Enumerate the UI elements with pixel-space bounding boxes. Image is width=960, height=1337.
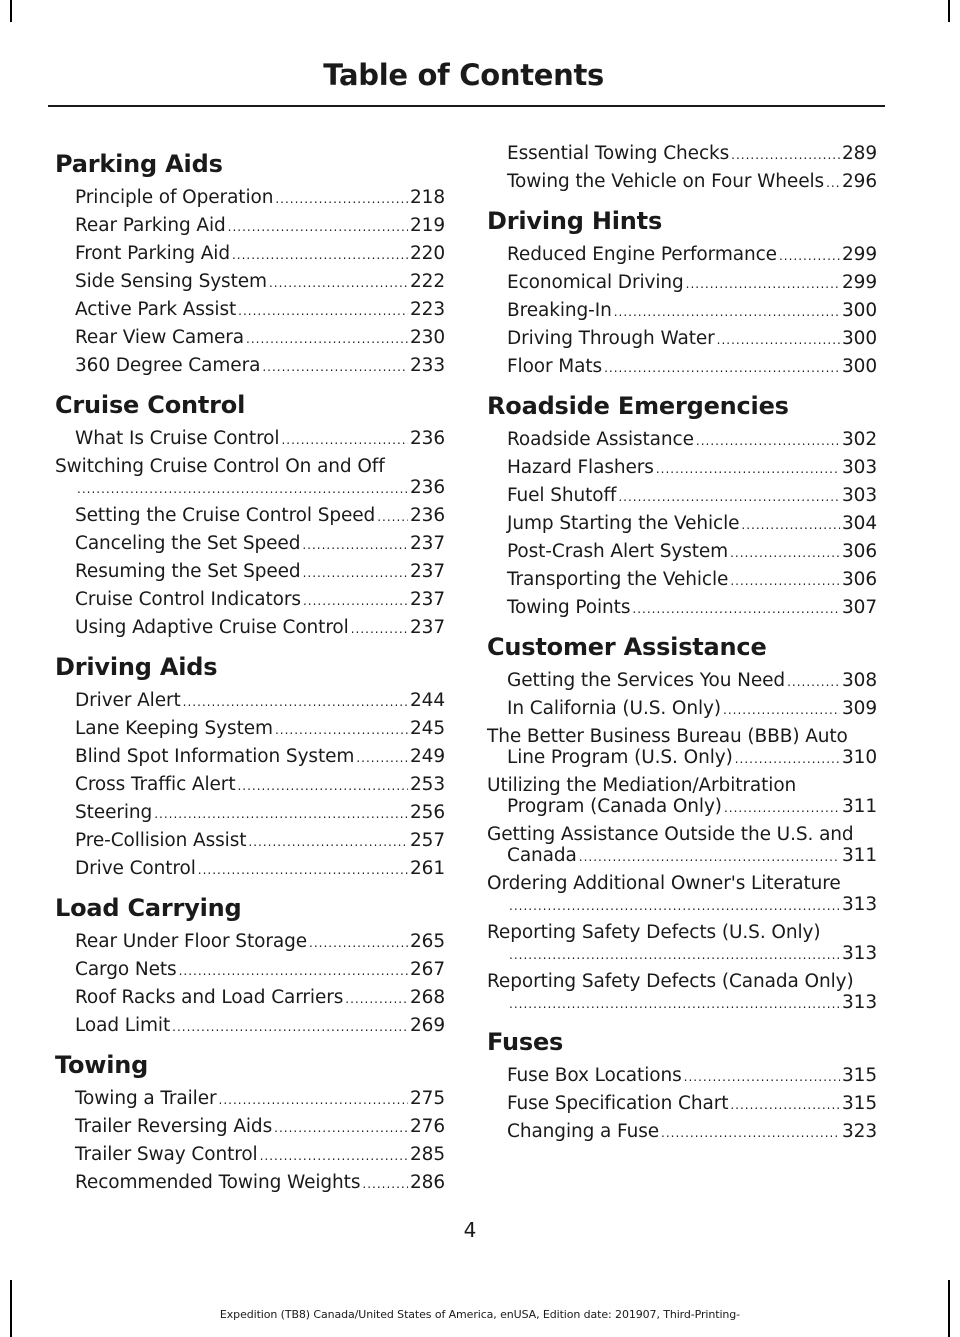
entry-title: Post-Crash Alert System (507, 541, 729, 562)
entry-page-number: 236 (409, 428, 445, 449)
toc-section (487, 1025, 877, 1144)
entry-page-number: 311 (841, 845, 877, 866)
dot-leader (723, 700, 840, 721)
dot-leader (309, 933, 408, 954)
toc-entry[interactable] (55, 690, 445, 713)
footer-edition-info: Expedition (TB8) Canada/United States of America, enUSA, Edition date: 201907, Third-Printing- (219, 1308, 741, 1321)
dot-leader (356, 748, 408, 769)
entry-page-number: 323 (841, 1121, 877, 1142)
toc-entry[interactable] (487, 698, 877, 721)
dot-leader (198, 860, 408, 881)
entry-title: Utilizing the Mediation/Arbitration (487, 775, 797, 796)
entry-title: Resuming the Set Speed (75, 561, 301, 582)
entry-page-number: 299 (841, 272, 877, 293)
dot-leader (179, 961, 408, 982)
dot-leader (579, 847, 840, 868)
dot-leader (509, 945, 840, 966)
entry-title: Essential Towing Checks (507, 143, 730, 164)
entry-page-number: 309 (841, 698, 877, 719)
toc-entry[interactable] (487, 824, 877, 868)
toc-entry[interactable] (487, 1065, 877, 1088)
dot-leader (183, 692, 408, 713)
toc-right-column (487, 143, 877, 1154)
entry-title: Reporting Safety Defects (U.S. Only) (487, 922, 821, 943)
toc-entry[interactable] (55, 830, 445, 853)
entry-title: Active Park Assist (75, 299, 237, 320)
toc-entry[interactable] (487, 171, 877, 194)
entry-page-number: 257 (409, 830, 445, 851)
dot-leader (509, 994, 840, 1015)
entry-page-number: 313 (841, 943, 877, 964)
dot-leader (509, 896, 840, 917)
dot-leader (717, 330, 840, 351)
toc-entry[interactable] (55, 1015, 445, 1038)
entry-title: Fuse Box Locations (507, 1065, 682, 1086)
entry-title: Blind Spot Information System (75, 746, 355, 767)
entry-page-number: 313 (841, 894, 877, 915)
entry-page-number: 222 (409, 271, 445, 292)
toc-entry[interactable] (487, 244, 877, 267)
toc-section (55, 388, 445, 640)
toc-entry[interactable] (55, 746, 445, 769)
dot-leader (686, 274, 840, 295)
header-rule (48, 105, 885, 107)
entry-title: Reporting Safety Defects (Canada Only) (487, 971, 854, 992)
dot-leader (735, 749, 840, 770)
section-heading: Load Carrying (55, 894, 242, 922)
toc-entry[interactable] (55, 561, 445, 584)
toc-entry[interactable] (487, 513, 877, 536)
dot-leader (730, 543, 840, 564)
dot-leader (351, 619, 408, 640)
dot-leader (656, 459, 840, 480)
entry-title: Rear Parking Aid (75, 215, 226, 236)
entry-title: Using Adaptive Cruise Control (75, 617, 349, 638)
dot-leader (614, 302, 840, 323)
dot-leader (731, 145, 840, 166)
entry-title: Floor Mats (507, 356, 603, 377)
toc-section (55, 147, 445, 378)
entry-page-number: 306 (841, 569, 877, 590)
entry-title: Program (Canada Only) (507, 796, 722, 817)
entry-page-number: 303 (841, 457, 877, 478)
entry-page-number: 265 (409, 931, 445, 952)
dot-leader (787, 672, 840, 693)
toc-entry[interactable] (487, 873, 877, 917)
toc-entry[interactable] (55, 589, 445, 612)
dot-leader (724, 798, 840, 819)
entry-title: Cruise Control Indicators (75, 589, 301, 610)
dot-leader (377, 507, 408, 528)
toc-entry[interactable] (487, 1093, 877, 1116)
entry-page-number: 237 (409, 617, 445, 638)
dot-leader (618, 487, 840, 508)
toc-entry[interactable] (487, 597, 877, 620)
entry-page-number: 230 (409, 327, 445, 348)
entry-page-number: 223 (409, 299, 445, 320)
dot-leader (248, 832, 408, 853)
entry-title: Towing Points (507, 597, 631, 618)
entry-title: Getting the Services You Need (507, 670, 786, 691)
entry-title: Getting Assistance Outside the U.S. and (487, 824, 854, 845)
entry-page-number: 313 (841, 992, 877, 1013)
entry-title: Roadside Assistance (507, 429, 694, 450)
toc-entry[interactable] (487, 356, 877, 379)
entry-title: Lane Keeping System (75, 718, 273, 739)
entry-title: Changing a Fuse (507, 1121, 660, 1142)
entry-page-number: 302 (841, 429, 877, 450)
entry-page-number: 256 (409, 802, 445, 823)
entry-title: Principle of Operation (75, 187, 274, 208)
toc-left-column (55, 143, 445, 1205)
toc-entry[interactable] (55, 355, 445, 378)
dot-leader (246, 329, 408, 350)
entry-title: Trailer Reversing Aids (75, 1116, 273, 1137)
toc-entry[interactable] (487, 541, 877, 564)
dot-leader (219, 1090, 408, 1111)
entry-page-number: 304 (841, 513, 877, 534)
entry-page-number: 300 (841, 328, 877, 349)
dot-leader (232, 245, 408, 266)
toc-entry[interactable] (487, 1121, 877, 1144)
entry-title: Line Program (U.S. Only) (507, 747, 733, 768)
entry-title: Cargo Nets (75, 959, 177, 980)
toc-section (487, 204, 877, 379)
toc-entry[interactable] (55, 858, 445, 881)
entry-title: Driver Alert (75, 690, 181, 711)
dot-leader (696, 431, 840, 452)
entry-page-number: 296 (841, 171, 877, 192)
toc-section (487, 143, 877, 194)
toc-entry[interactable] (55, 718, 445, 741)
dot-leader (632, 599, 840, 620)
entry-title: Towing the Vehicle on Four Wheels (507, 171, 825, 192)
entry-title: Ordering Additional Owner's Literature (487, 873, 841, 894)
dot-leader (302, 535, 408, 556)
entry-title: Front Parking Aid (75, 243, 230, 264)
toc-entry[interactable] (55, 774, 445, 797)
dot-leader (262, 357, 408, 378)
section-heading: Towing (55, 1051, 149, 1079)
dot-leader (345, 989, 408, 1010)
toc-entry[interactable] (487, 272, 877, 295)
dot-leader (228, 217, 408, 238)
entry-page-number: 289 (841, 143, 877, 164)
entry-page-number: 303 (841, 485, 877, 506)
entry-page-number: 253 (409, 774, 445, 795)
toc-section (55, 1048, 445, 1195)
entry-page-number: 218 (409, 187, 445, 208)
dot-leader (303, 563, 408, 584)
entry-title: Economical Driving (507, 272, 684, 293)
toc-entry[interactable] (55, 271, 445, 294)
entry-page-number: 219 (409, 215, 445, 236)
toc-entry[interactable] (487, 429, 877, 452)
entry-page-number: 237 (409, 561, 445, 582)
entry-title: In California (U.S. Only) (507, 698, 722, 719)
dot-leader (154, 804, 408, 825)
toc-entry[interactable] (487, 143, 877, 166)
toc-entry[interactable] (55, 1144, 445, 1167)
toc-section (55, 650, 445, 881)
entry-title: Setting the Cruise Control Speed (75, 505, 376, 526)
toc-entry[interactable] (55, 1088, 445, 1111)
entry-page-number: 311 (841, 796, 877, 817)
toc-entry[interactable] (487, 922, 877, 966)
toc-entry[interactable] (487, 775, 877, 819)
toc-entry[interactable] (55, 987, 445, 1010)
entry-page-number: 249 (409, 746, 445, 767)
entry-page-number: 269 (409, 1015, 445, 1036)
entry-page-number: 233 (409, 355, 445, 376)
entry-page-number: 236 (409, 477, 445, 498)
toc-section (55, 891, 445, 1038)
entry-page-number: 237 (409, 533, 445, 554)
entry-page-number: 267 (409, 959, 445, 980)
entry-title: Steering (75, 802, 153, 823)
entry-title: Reduced Engine Performance (507, 244, 777, 265)
entry-page-number: 315 (841, 1093, 877, 1114)
entry-page-number: 261 (409, 858, 445, 879)
toc-entry[interactable] (487, 726, 877, 770)
entry-page-number: 286 (409, 1172, 445, 1193)
toc-entry[interactable] (55, 931, 445, 954)
dot-leader (604, 358, 840, 379)
entry-title: 360 Degree Camera (75, 355, 261, 376)
entry-title: Driving Through Water (507, 328, 715, 349)
dot-leader (826, 173, 840, 194)
entry-page-number: 308 (841, 670, 877, 691)
entry-title: Fuel Shutoff (507, 485, 617, 506)
entry-title: Breaking-In (507, 300, 612, 321)
entry-title: The Better Business Bureau (BBB) Auto (487, 726, 848, 747)
entry-page-number: 275 (409, 1088, 445, 1109)
entry-title: Fuse Specification Chart (507, 1093, 729, 1114)
entry-title: Towing a Trailer (75, 1088, 217, 1109)
toc-entry[interactable] (55, 456, 445, 500)
toc-entry[interactable] (55, 1172, 445, 1195)
section-heading: Roadside Emergencies (487, 392, 789, 420)
dot-leader (269, 273, 408, 294)
section-heading: Parking Aids (55, 150, 223, 178)
entry-page-number: 306 (841, 541, 877, 562)
dot-leader (260, 1146, 408, 1167)
dot-leader (77, 479, 408, 500)
entry-page-number: 300 (841, 300, 877, 321)
toc-entry[interactable] (487, 300, 877, 323)
section-heading: Driving Aids (55, 653, 218, 681)
dot-leader (362, 1174, 408, 1195)
entry-title: What Is Cruise Control (75, 428, 280, 449)
toc-entry[interactable] (55, 187, 445, 210)
dot-leader (730, 571, 840, 592)
entry-page-number: 244 (409, 690, 445, 711)
toc-entry[interactable] (55, 1116, 445, 1139)
toc-entry[interactable] (55, 533, 445, 556)
toc-entry[interactable] (487, 328, 877, 351)
toc-entry[interactable] (55, 505, 445, 528)
dot-leader (275, 189, 408, 210)
entry-title: Jump Starting the Vehicle (507, 513, 740, 534)
entry-title: Pre-Collision Assist (75, 830, 247, 851)
entry-title: Side Sensing System (75, 271, 267, 292)
entry-title: Recommended Towing Weights (75, 1172, 361, 1193)
toc-entry[interactable] (55, 617, 445, 640)
toc-entry[interactable] (487, 670, 877, 693)
entry-title: Rear View Camera (75, 327, 245, 348)
entry-page-number: 300 (841, 356, 877, 377)
entry-page-number: 310 (841, 747, 877, 768)
section-heading: Cruise Control (55, 391, 246, 419)
entry-title: Trailer Sway Control (75, 1144, 258, 1165)
dot-leader (281, 430, 408, 451)
toc-entry[interactable] (55, 959, 445, 982)
toc-entry[interactable] (55, 802, 445, 825)
entry-title: Cross Traffic Alert (75, 774, 236, 795)
toc-entry[interactable] (487, 971, 877, 1015)
entry-title: Load Limit (75, 1015, 171, 1036)
entry-title: Hazard Flashers (507, 457, 654, 478)
dot-leader (661, 1123, 840, 1144)
entry-page-number: 245 (409, 718, 445, 739)
dot-leader (274, 1118, 408, 1139)
toc-entry[interactable] (487, 569, 877, 592)
toc-entry[interactable] (55, 428, 445, 451)
entry-title: Roof Racks and Load Carriers (75, 987, 344, 1008)
toc-entry[interactable] (55, 327, 445, 350)
entry-page-number: 307 (841, 597, 877, 618)
toc-entry[interactable] (55, 243, 445, 266)
section-heading: Customer Assistance (487, 633, 767, 661)
dot-leader (741, 515, 840, 536)
entry-page-number: 276 (409, 1116, 445, 1137)
entry-title: Canceling the Set Speed (75, 533, 301, 554)
entry-page-number: 315 (841, 1065, 877, 1086)
toc-entry[interactable] (55, 215, 445, 238)
entry-page-number: 220 (409, 243, 445, 264)
dot-leader (303, 591, 408, 612)
dot-leader (238, 301, 408, 322)
toc-section (487, 389, 877, 620)
entry-page-number: 237 (409, 589, 445, 610)
page-title: Table of Contents (323, 58, 604, 92)
entry-title: Canada (507, 845, 577, 866)
toc-entry[interactable] (55, 299, 445, 322)
entry-page-number: 268 (409, 987, 445, 1008)
entry-title: Rear Under Floor Storage (75, 931, 307, 952)
dot-leader (779, 246, 840, 267)
dot-leader (730, 1095, 840, 1116)
dot-leader (172, 1017, 408, 1038)
toc-entry[interactable] (487, 485, 877, 508)
section-heading: Fuses (487, 1028, 564, 1056)
entry-title: Transporting the Vehicle (507, 569, 729, 590)
crop-mark-top-right (948, 0, 950, 22)
dot-leader (275, 720, 408, 741)
entry-title: Drive Control (75, 858, 196, 879)
toc-section (487, 630, 877, 1015)
entry-page-number: 285 (409, 1144, 445, 1165)
toc-entry[interactable] (487, 457, 877, 480)
crop-mark-top-left (10, 0, 12, 22)
section-heading: Driving Hints (487, 207, 663, 235)
dot-leader (237, 776, 408, 797)
dot-leader (684, 1067, 840, 1088)
entry-page-number: 236 (409, 505, 445, 526)
page-number: 4 (463, 1218, 477, 1242)
entry-page-number: 299 (841, 244, 877, 265)
entry-title: Switching Cruise Control On and Off (55, 456, 385, 477)
